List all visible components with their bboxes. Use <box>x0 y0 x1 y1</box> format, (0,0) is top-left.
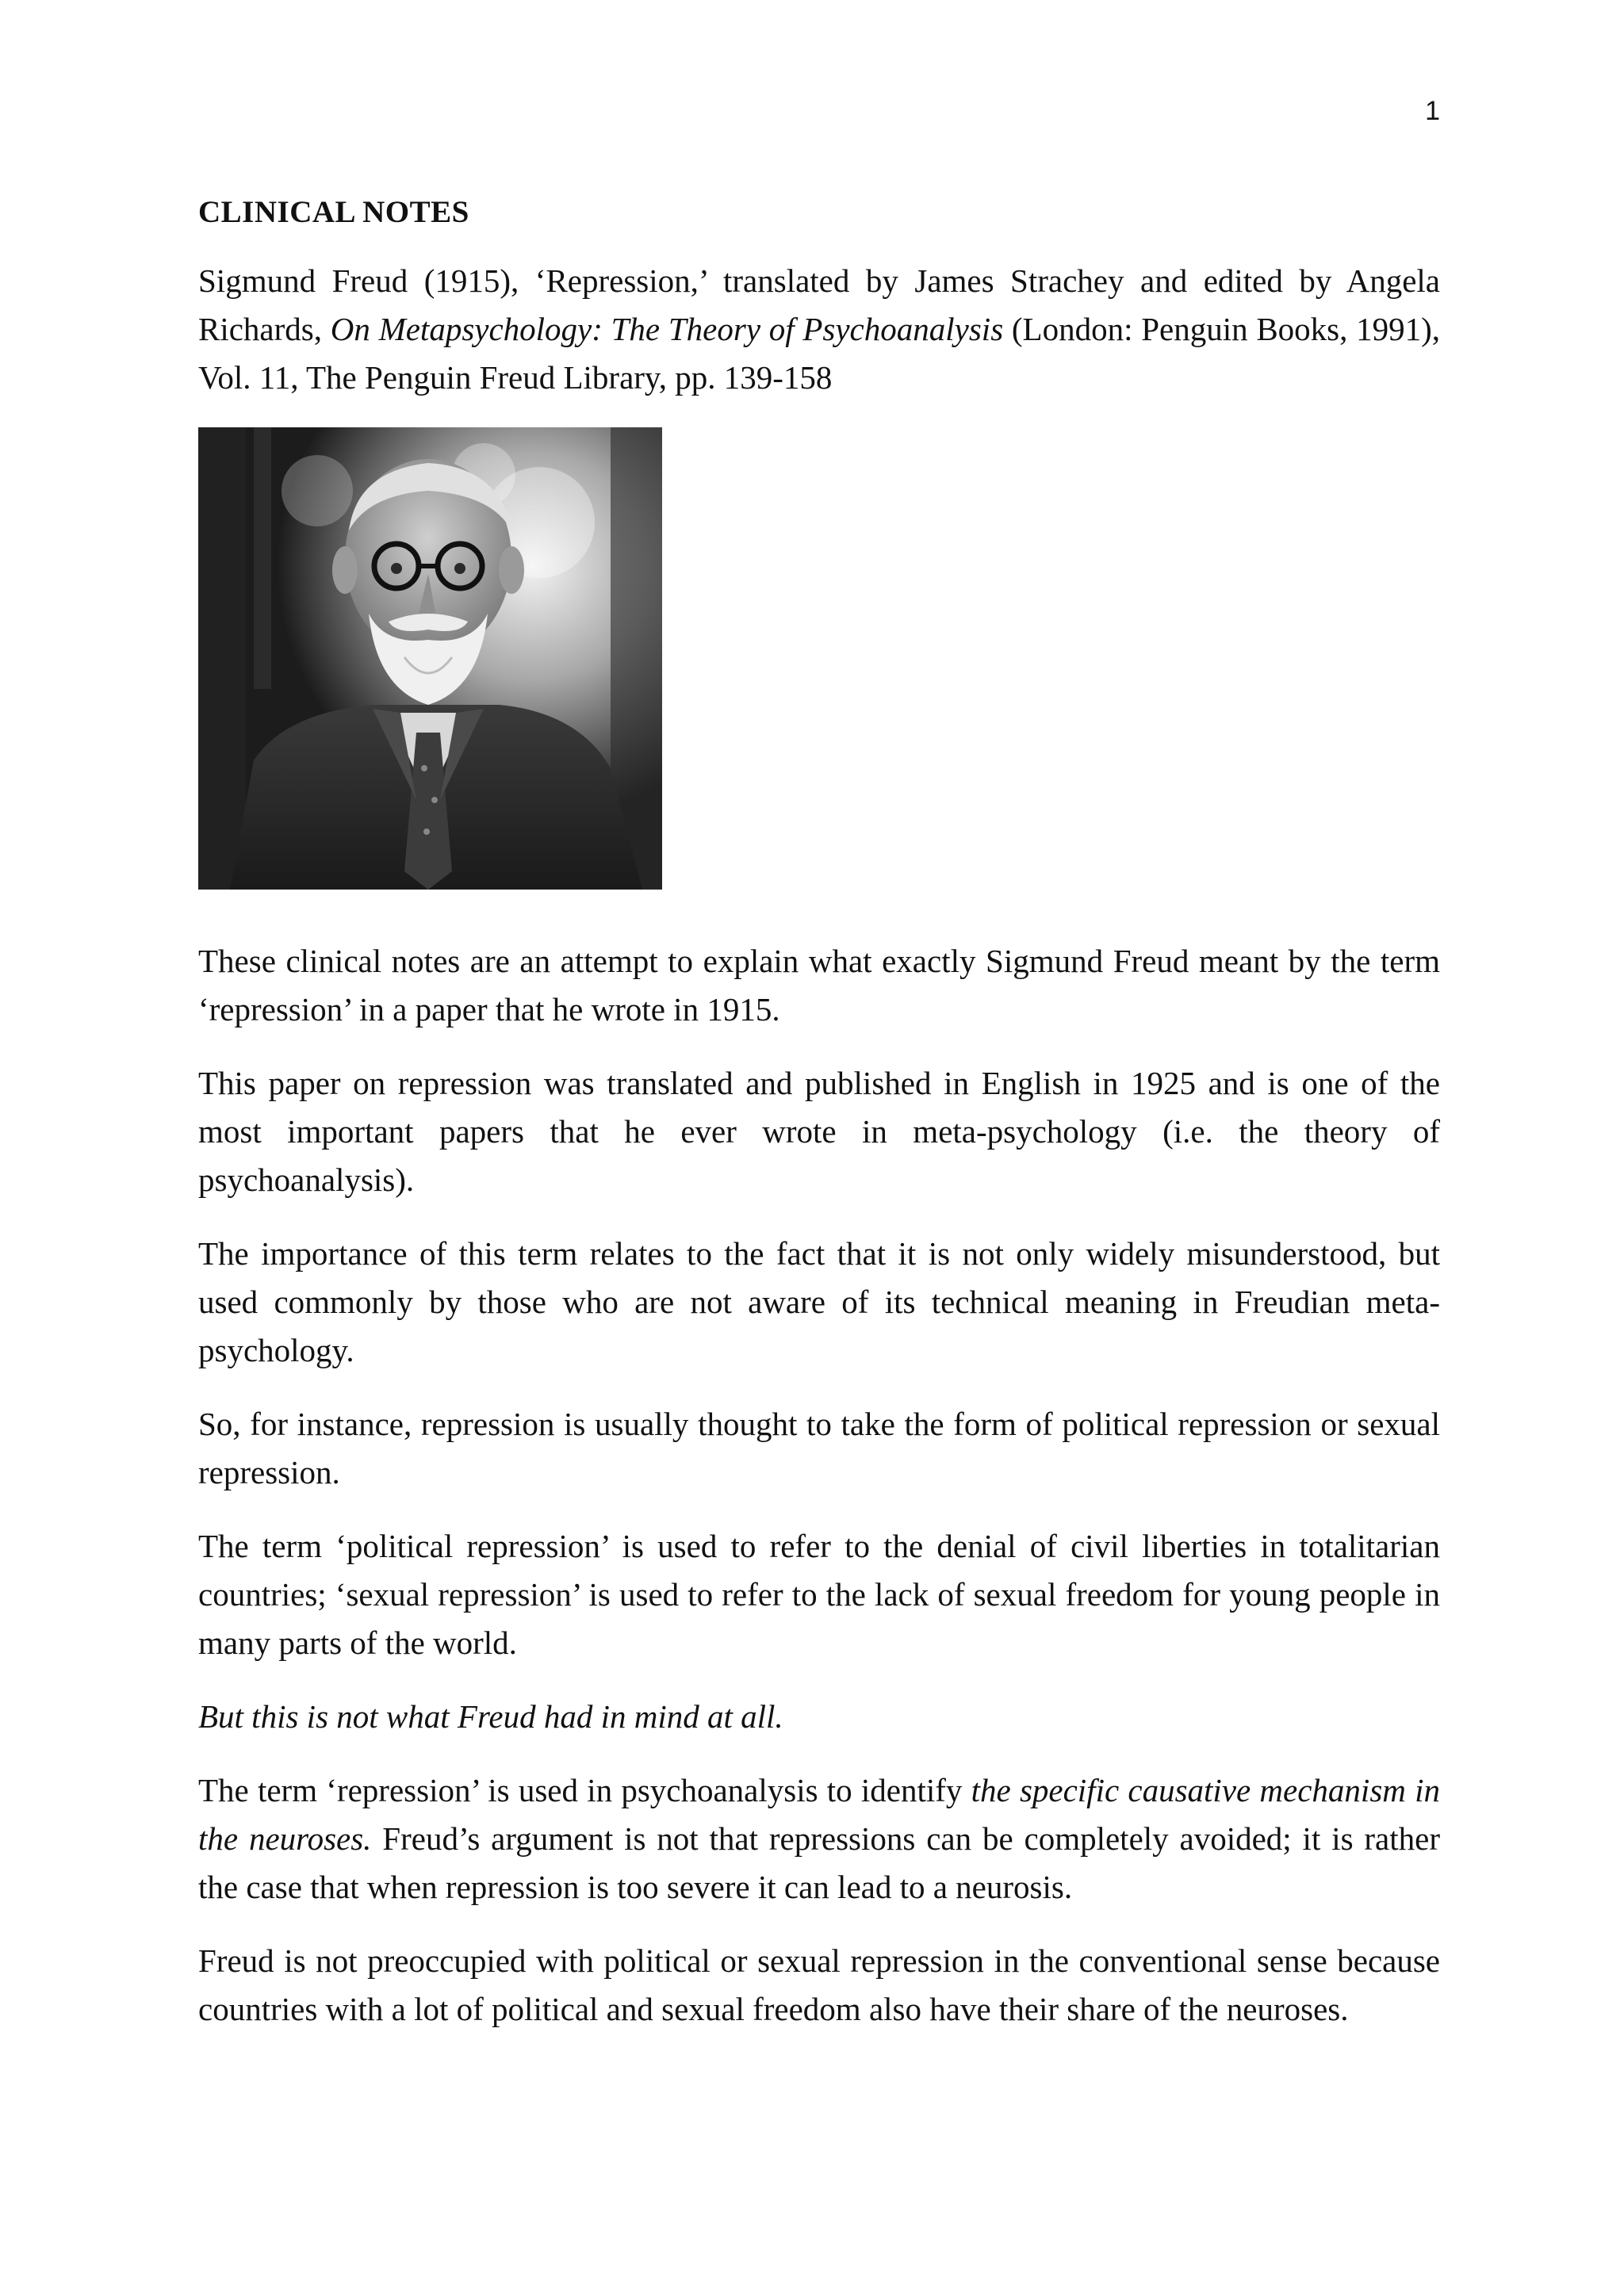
body-paragraph-6-italic <box>198 1693 1440 1741</box>
citation-paragraph <box>198 257 1440 402</box>
document-heading: CLINICAL NOTES <box>198 195 469 229</box>
paragraph-7-italic-phrase: the specific causative mechanism in the neuroses. <box>198 1772 1440 1857</box>
body-paragraph-2: This paper on repression was translated and published in English in 1925 and is one of the most important papers that he ever wrote in meta-psychology (i.e. the theory of psychoanalysis). <box>198 1065 1440 1198</box>
paragraph-7-text-after: Freud’s argument is not that repressions can be completely avoided; it is rather the case that when repression is too severe it can lead to a neurosis. <box>198 1820 1440 1905</box>
page-number: 1 <box>1425 96 1440 126</box>
citation-text-after-title: (London: Penguin Books, 1991), Vol. 11, The Penguin Freud Library, pp. 139-158 <box>198 311 1441 396</box>
body-paragraph-1: These clinical notes are an attempt to explain what exactly Sigmund Freud meant by the term ‘repression’ in a paper that he wrote in 1915. <box>198 943 1440 1027</box>
paragraph-7-text-before: The term ‘repression’ is used in psychoanalysis to identify <box>198 1772 971 1808</box>
body-paragraph-7 <box>198 1766 1440 1911</box>
freud-portrait-photo <box>198 427 662 890</box>
citation-text-before-title: Sigmund Freud (1915), ‘Repression,’ translated by James Strachey and edited by Angela Richards, <box>198 262 1440 347</box>
italic-emphasis-sentence: But this is not what Freud had in mind at all. <box>198 1698 783 1735</box>
citation-book-title: On Metapsychology: The Theory of Psychoanalysis <box>330 311 1004 347</box>
body-paragraph-5: The term ‘political repression’ is used to refer to the denial of civil liberties in totalitarian countries; ‘sexual repression’ is used to refer to the lack of sexual freedom for young people in many parts of the world. <box>198 1528 1440 1661</box>
body-paragraph-3: The importance of this term relates to the fact that it is not only widely misunderstood, but used commonly by those who are not aware of its technical meaning in Freudian meta-psychology. <box>198 1235 1440 1368</box>
portrait-illustration <box>198 427 662 890</box>
body-paragraph-8: Freud is not preoccupied with political or sexual repression in the conventional sense because countries with a lot of political and sexual freedom also have their share of the neuroses. <box>198 1942 1440 2027</box>
document-body <box>198 189 1440 2059</box>
body-paragraph-4: So, for instance, repression is usually thought to take the form of political repression or sexual repression. <box>198 1406 1440 1490</box>
